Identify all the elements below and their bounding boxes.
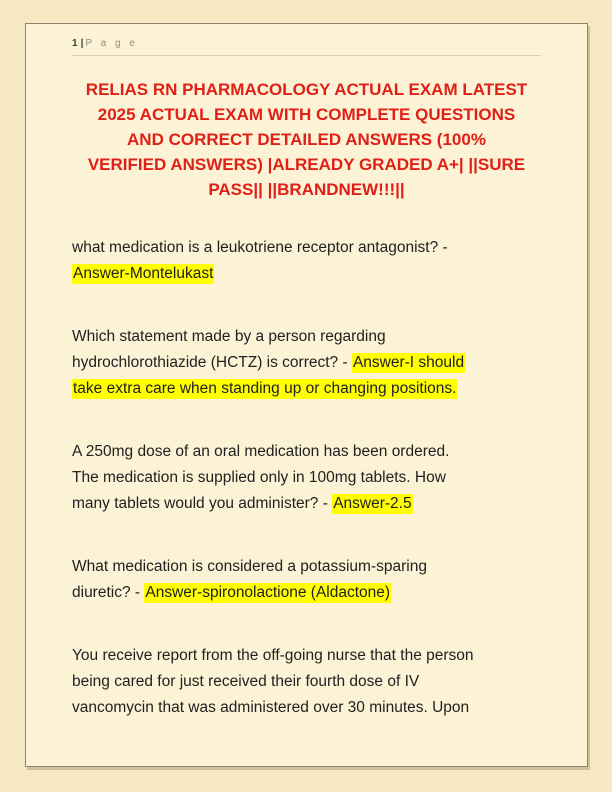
page-number: 1 [72,38,79,49]
question-text: hydrochlorothiazide (HCTZ) is correct? - [72,354,352,371]
question-text: What medication is considered a potassium-sparing [72,558,427,575]
questions-list [72,235,541,721]
question-text: A 250mg dose of an oral medication has been ordered. [72,443,450,460]
document-title [72,77,541,202]
title-line: 2025 ACTUAL EXAM WITH COMPLETE QUESTIONS [97,105,516,124]
title-line: AND CORRECT DETAILED ANSWERS (100% [127,130,486,149]
question-line [72,350,541,376]
question-line [72,376,541,402]
page-header [72,38,541,56]
question-text: vancomycin that was administered over 30 minutes. Upon [72,699,470,716]
question-line [72,695,541,721]
title-line: RELIAS RN PHARMACOLOGY ACTUAL EXAM LATEST [85,80,528,99]
question-line [72,261,541,287]
question-text: The medication is supplied only in 100mg tablets. How [72,469,446,486]
question-line [72,235,541,261]
question-text: being cared for just received their fourth dose of IV [72,673,420,690]
question-line [72,580,541,606]
question-paragraph [72,643,541,721]
question-line [72,465,541,491]
highlighted-answer: Answer-spironolactione (Aldactone) [145,584,391,601]
title-line: PASS|| ||BRANDNEW!!!|| [208,180,405,199]
question-paragraph [72,324,541,402]
question-line [72,491,541,517]
highlighted-answer: Answer-2.5 [333,495,412,512]
question-line [72,669,541,695]
question-text: Which statement made by a person regarding [72,328,386,345]
question-paragraph [72,235,541,287]
question-paragraph [72,439,541,517]
question-text: what medication is a leukotriene receptor antagonist? - [72,239,448,256]
question-text: diuretic? - [72,584,145,601]
header-separator: | [80,38,84,49]
header-label: P a g e [85,38,138,49]
highlighted-answer: take extra care when standing up or changing positions. [73,380,457,397]
highlighted-answer: Answer-I should [352,354,465,371]
title-line: VERIFIED ANSWERS) |ALREADY GRADED A+| ||SURE [87,155,526,174]
question-text: many tablets would you administer? - [72,495,333,512]
question-line [72,324,541,350]
question-line [72,439,541,465]
question-paragraph [72,554,541,606]
question-line [72,554,541,580]
question-line [72,643,541,669]
document-page [25,23,588,767]
question-text: You receive report from the off-going nurse that the person [72,647,474,664]
highlighted-answer: Answer-Montelukast [73,265,214,282]
